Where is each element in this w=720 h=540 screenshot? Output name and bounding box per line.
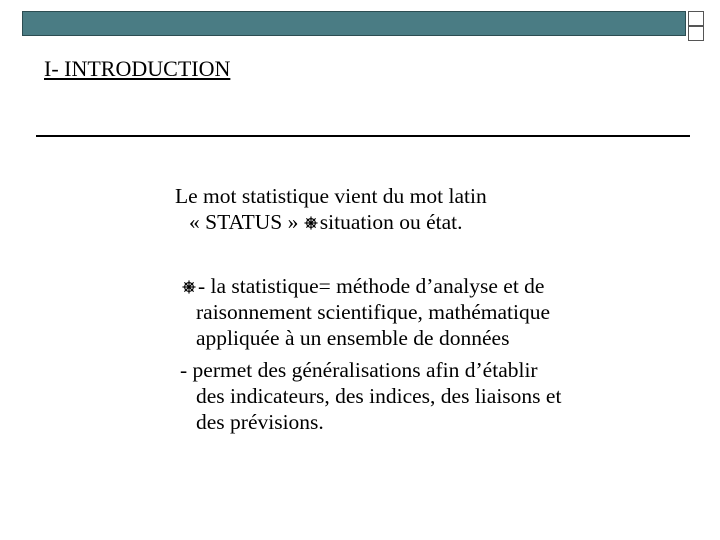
wheel-bullet-icon [182,279,196,295]
statistique-definition: - la statistique= méthode d’analyse et de [198,274,545,298]
page-title: I- INTRODUCTION [44,56,231,81]
status-quote: « STATUS » [189,210,299,234]
paragraph2-line3: appliquée à un ensemble de données [196,326,510,350]
paragraph2-line2: raisonnement scientifique, mathématique [196,300,551,324]
corner-square-top [688,11,704,26]
paragraph2-line4: - permet des généralisations afin d’établir [180,358,538,382]
corner-square-bottom [688,26,704,41]
paragraph1-line1: Le mot statistique vient du mot latin [175,184,487,208]
paragraph1-line2 [189,212,462,234]
title-bar-decoration [22,11,686,36]
paragraph2-line5: des indicateurs, des indices, des liaisons et [196,384,562,408]
wheel-bullet-icon [304,215,318,231]
corner-squares-decoration [688,11,704,41]
situation-text: situation ou état. [319,210,463,234]
paragraph2-line6: des prévisions. [196,410,324,434]
paragraph2-line1 [182,276,544,298]
divider-line [36,135,690,137]
